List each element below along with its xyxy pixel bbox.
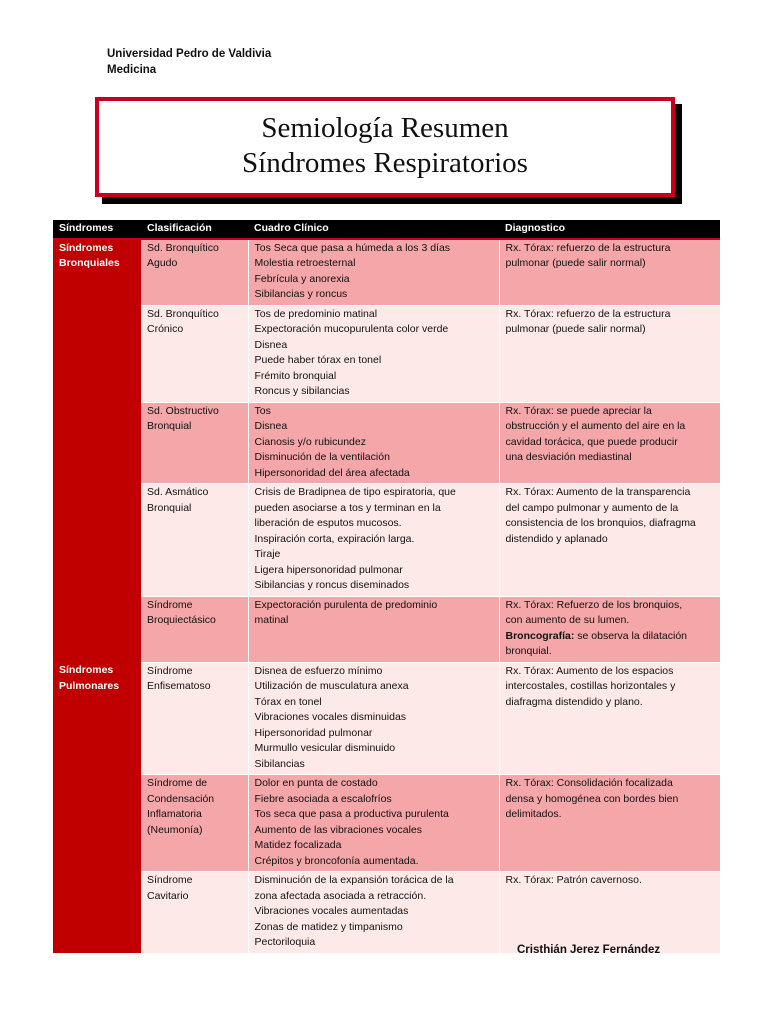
- clinical-cell: [248, 239, 499, 306]
- cell-text-line: Enfisematoso: [147, 680, 211, 692]
- table-row: [53, 484, 720, 597]
- cell-text-line: Agudo: [147, 257, 178, 269]
- cell-text-line: Rx. Tórax: se puede apreciar la: [505, 404, 652, 417]
- table-row: [53, 775, 720, 872]
- title-box: [95, 97, 675, 197]
- table-row: [53, 305, 720, 402]
- cell-text-line: Sd. Asmático: [147, 486, 209, 498]
- cell-text-line: Matidez focalizada: [254, 839, 342, 851]
- cell-text-line: Tórax en tonel: [254, 695, 322, 708]
- cell-text-line: Febrícula y anorexia: [254, 272, 350, 285]
- cell-text-line: Tos seca que pasa a productiva purulenta: [254, 808, 449, 820]
- diagnosis-cell: [499, 775, 720, 872]
- cell-text-line: intercostales, costillas horizontales y: [505, 680, 676, 692]
- clinical-cell: [248, 305, 499, 402]
- cell-text-line: Rx. Tórax: Patrón cavernoso.: [505, 874, 642, 886]
- cell-text-line: liberación de esputos mucosos.: [254, 517, 402, 529]
- group-label-line: Bronquiales: [59, 257, 120, 269]
- cell-text-line: Pectoriloquia: [254, 936, 316, 948]
- bold-term: Broncografía:: [505, 629, 575, 642]
- cell-text-line: densa y homogénea con bordes bien: [505, 792, 679, 805]
- cell-text-line: Aumento de las vibraciones vocales: [254, 823, 423, 836]
- table-row: [53, 239, 720, 306]
- syndrome-group-label: [53, 239, 141, 663]
- cell-text-line: Hipersonoridad del área afectada: [254, 466, 410, 479]
- column-header: Síndromes: [53, 220, 141, 239]
- group-label-line: Síndromes: [59, 664, 114, 676]
- cell-text-line: Sibilancias y roncus: [254, 288, 348, 300]
- university-name: Universidad Pedro de Valdivia: [107, 48, 272, 60]
- cell-text-line: Hipersonoridad pulmonar: [254, 726, 373, 739]
- cell-text-line: Disnea: [254, 420, 288, 432]
- cell-text-line: [506, 629, 715, 645]
- diagnosis-cell: [499, 872, 720, 953]
- cell-text-line: Sd. Bronquítico: [147, 241, 219, 254]
- group-label-line: Pulmonares: [59, 679, 120, 692]
- cell-text-line: Fiebre asociada a escalofríos: [254, 792, 392, 805]
- cell-text-line: Frémito bronquial: [254, 369, 337, 382]
- cell-text-line: Síndrome: [147, 874, 193, 886]
- syndrome-group-label: [53, 662, 141, 953]
- cell-text-line: con aumento de su lumen.: [505, 614, 630, 626]
- cell-text-line: matinal: [254, 614, 289, 626]
- cell-text-line: Tos: [254, 404, 271, 417]
- diagnosis-cell: [499, 596, 720, 662]
- cell-text-line: Crónico: [147, 323, 184, 335]
- cell-text-line: delimitados.: [505, 808, 562, 820]
- cell-text-line: Bronquial: [147, 501, 192, 514]
- cell-text-line: pueden asociarse a tos y terminan en la: [254, 501, 441, 514]
- clinical-cell: [248, 596, 499, 662]
- table-row: [53, 596, 720, 662]
- cell-text-line: Tos Seca que pasa a húmeda a los 3 días: [254, 241, 451, 254]
- faculty-name: Medicina: [107, 64, 157, 76]
- cell-text-line: Cianosis y/o rubicundez: [254, 435, 366, 448]
- cell-text-line: Sibilancias: [254, 757, 305, 770]
- cell-text-line: Sd. Bronquítico: [147, 307, 219, 320]
- cell-text-line: (Neumonía): [147, 823, 203, 836]
- table-row: [53, 872, 720, 953]
- cell-text-line: Inspiración corta, expiración larga.: [254, 532, 415, 545]
- cell-text-line: Broquiectásico: [147, 614, 216, 626]
- cell-text-line: Disminución de la ventilación: [254, 451, 390, 463]
- classification-cell: [141, 484, 248, 597]
- clinical-cell: [248, 484, 499, 597]
- title-line-1: Semiología Resumen: [261, 112, 509, 144]
- cell-text-line: Síndrome de: [147, 777, 208, 789]
- cell-text-line: Crisis de Bradipnea de tipo espiratoria, que: [254, 486, 456, 498]
- diagnosis-cell: [499, 402, 720, 484]
- cell-text-line: Rx. Tórax: Refuerzo de los bronquios,: [505, 598, 683, 611]
- cell-text-line: obstrucción y el aumento del aire en la: [505, 420, 686, 432]
- cell-text-line: Murmullo vesicular disminuido: [254, 742, 396, 754]
- title-line-2: Síndromes Respiratorios: [242, 147, 528, 179]
- column-header: Diagnostico: [499, 220, 720, 239]
- diagnosis-cell: [499, 239, 720, 306]
- cell-text-line: Expectoración mucopurulenta color verde: [254, 323, 449, 335]
- cell-text-line: Disminución de la expansión torácica de la: [254, 874, 454, 886]
- cell-text-line: Vibraciones vocales aumentadas: [254, 905, 409, 917]
- cell-text-line: Inflamatoria: [147, 808, 202, 820]
- cell-text-line: Molestia retroesternal: [254, 257, 356, 269]
- cell-text-line: bronquial.: [505, 645, 552, 657]
- cell-text-line: Rx. Tórax: refuerzo de la estructura: [505, 241, 671, 254]
- table-row: [53, 402, 720, 484]
- cell-text-line: distendido y aplanado: [505, 532, 608, 545]
- cell-text-line: Zonas de matidez y timpanismo: [254, 920, 403, 933]
- cell-text-line: Rx. Tórax: refuerzo de la estructura: [505, 307, 671, 320]
- clinical-cell: [248, 872, 499, 953]
- cell-text-line: pulmonar (puede salir normal): [505, 323, 646, 335]
- cell-text-line: Crépitos y broncofonía aumentada.: [254, 854, 419, 867]
- cell-text-line: Síndrome: [147, 664, 193, 677]
- document-header: [107, 46, 271, 78]
- cell-text-line: Sd. Obstructivo: [147, 404, 219, 417]
- clinical-cell: [248, 662, 499, 775]
- cell-text-line: Condensación: [147, 792, 215, 805]
- table-header-row: [53, 220, 720, 239]
- cell-text-line: diafragma distendido y plano.: [505, 695, 643, 708]
- cell-text-line: Bronquial: [147, 420, 192, 432]
- cell-text-line: Disnea: [254, 338, 288, 351]
- classification-cell: [141, 402, 248, 484]
- cell-text-line: Sibilancias y roncus diseminados: [254, 579, 410, 591]
- cell-text-line: Cavitario: [147, 889, 189, 902]
- cell-text-line: Rx. Tórax: Aumento de los espacios: [505, 664, 674, 677]
- cell-text-line: Utilización de musculatura anexa: [254, 680, 409, 692]
- cell-text-line: Dolor en punta de costado: [254, 777, 378, 789]
- clinical-cell: [248, 775, 499, 872]
- cell-text-line: del campo pulmonar y aumento de la: [505, 501, 679, 514]
- column-header: Clasificación: [141, 220, 248, 239]
- cell-text-line: zona afectada asociada a retracción.: [254, 889, 427, 902]
- cell-text-line: Roncus y sibilancias: [254, 385, 350, 397]
- classification-cell: [141, 775, 248, 872]
- term-description: se observa la dilatación: [574, 629, 687, 642]
- cell-text-line: Expectoración purulenta de predominio: [254, 598, 438, 611]
- cell-text-line: Rx. Tórax: Aumento de la transparencia: [505, 486, 691, 498]
- cell-text-line: Vibraciones vocales disminuidas: [254, 711, 407, 723]
- diagnosis-cell: [499, 484, 720, 597]
- cell-text-line: Rx. Tórax: Consolidación focalizada: [505, 777, 673, 789]
- cell-text-line: Síndrome: [147, 598, 193, 611]
- diagnosis-cell: [499, 305, 720, 402]
- diagnosis-cell: [499, 662, 720, 775]
- classification-cell: [141, 662, 248, 775]
- cell-text-line: Puede haber tórax en tonel: [254, 354, 382, 366]
- cell-text-line: cavidad torácica, que puede producir: [505, 435, 678, 448]
- cell-text-line: consistencia de los bronquios, diafragma: [505, 517, 696, 529]
- author-name: Cristhián Jerez Fernández: [517, 944, 661, 956]
- classification-cell: [141, 872, 248, 953]
- cell-text-line: Disnea de esfuerzo mínimo: [254, 664, 383, 677]
- table-row: [53, 662, 720, 775]
- classification-cell: [141, 305, 248, 402]
- syndromes-table: [53, 220, 720, 953]
- column-header: Cuadro Clínico: [248, 220, 499, 239]
- classification-cell: [141, 239, 248, 306]
- clinical-cell: [248, 402, 499, 484]
- cell-text-line: una desviación mediastinal: [505, 451, 632, 463]
- cell-text-line: pulmonar (puede salir normal): [505, 257, 646, 269]
- cell-text-line: Tos de predominio matinal: [254, 307, 378, 320]
- classification-cell: [141, 596, 248, 662]
- cell-text-line: Tiraje: [254, 548, 281, 560]
- cell-text-line: Ligera hipersonoridad pulmonar: [254, 563, 403, 576]
- group-label-line: Síndromes: [59, 241, 114, 254]
